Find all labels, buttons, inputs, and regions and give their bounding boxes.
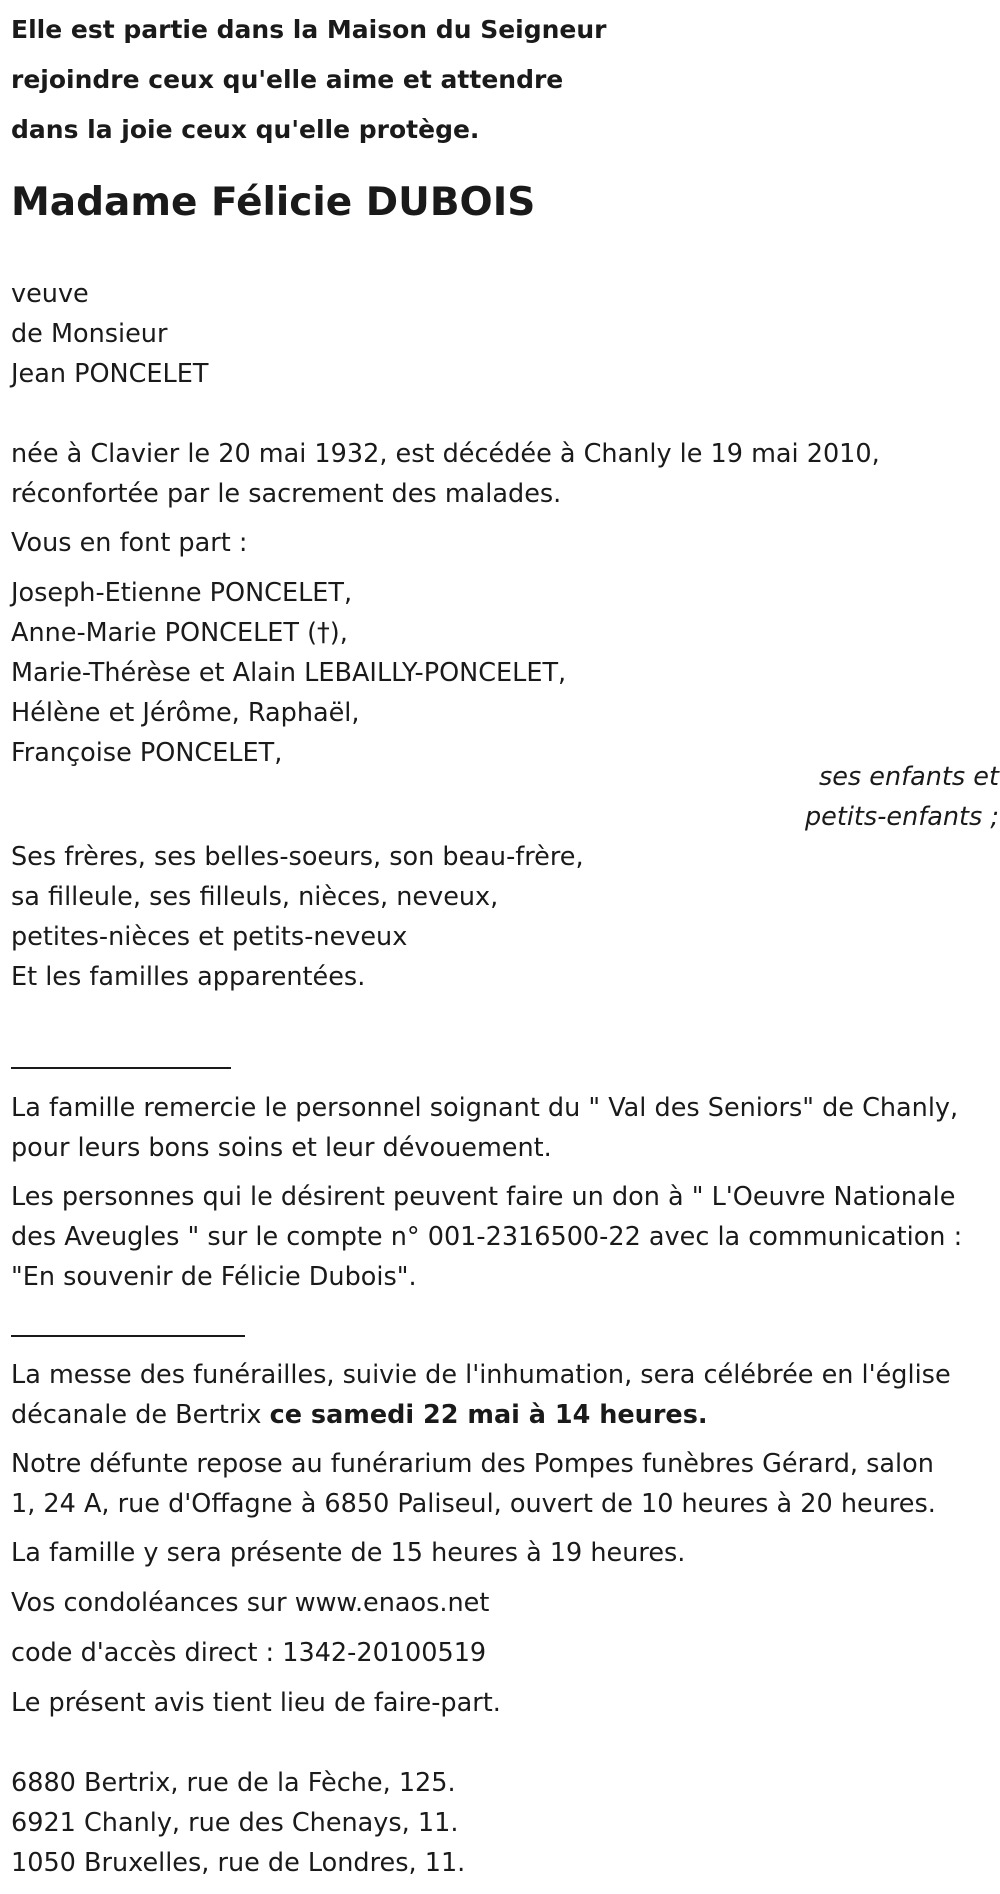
thanks-line: La famille remercie le personnel soignant du " Val des Seniors" de Chanly, [11,1093,959,1123]
child-entry: Joseph-Etienne PONCELET, [11,578,353,608]
address-line: 6880 Bertrix, rue de la Fèche, 125. [11,1768,456,1798]
separator-rule [11,1067,231,1069]
intro-line: rejoindre ceux qu'elle aime et attendre [11,65,564,94]
children-role-line: petits-enfants ; [804,802,999,832]
announce-text: Vous en font part : [11,528,248,558]
relatives-block [11,837,584,997]
relatives-line: Et les familles apparentées. [11,962,366,992]
intro-line: Elle est partie dans la Maison du Seigneur [11,15,607,44]
donation-line: "En souvenir de Félicie Dubois". [11,1262,417,1292]
children-role-line: ses enfants et [818,762,999,792]
funeral-block [11,1355,951,1435]
donation-line: des Aveugles " sur le compte n° 001-2316500-22 avec la communication : [11,1222,963,1252]
donation-line: Les personnes qui le désirent peuvent faire un don à " L'Oeuvre Nationale [11,1182,956,1212]
spouse-block [11,274,208,394]
intro-line: dans la joie ceux qu'elle protège. [11,115,480,144]
relatives-line: sa filleule, ses filleuls, nièces, neveux, [11,882,499,912]
relatives-line: Ses frères, ses belles-soeurs, son beau-frère, [11,842,584,872]
rest-line: Notre défunte repose au funérarium des Pompes funèbres Gérard, salon [11,1449,934,1479]
thanks-block [11,1088,958,1168]
family-present-text: La famille y sera présente de 15 heures à 19 heures. [11,1538,686,1568]
relatives-line: petites-nièces et petits-neveux [11,922,408,952]
rest-line: 1, 24 A, rue d'Offagne à 6850 Paliseul, ouvert de 10 heures à 20 heures. [11,1489,936,1519]
birth-death-line: née à Clavier le 20 mai 1932, est décédée à Chanly le 19 mai 2010, [11,439,880,469]
deceased-name: Madame Félicie DUBOIS [11,180,536,225]
spouse-line: veuve [11,279,89,309]
thanks-line: pour leurs bons soins et leur dévouement. [11,1133,552,1163]
access-code-text: code d'accès direct : 1342-20100519 [11,1638,487,1668]
funeral-date: ce samedi 22 mai à 14 heures. [269,1400,708,1430]
address-line: 1050 Bruxelles, rue de Londres, 11. [11,1848,466,1878]
child-entry: Anne-Marie PONCELET (†), [11,618,348,648]
separator-rule [11,1335,245,1337]
children-list [11,573,566,773]
intro-verse [11,5,607,155]
condolences-text: Vos condoléances sur www.enaos.net [11,1588,490,1618]
child-entry: Françoise PONCELET, [11,738,283,768]
address-line: 6921 Chanly, rue des Chenays, 11. [11,1808,459,1838]
addresses-block [11,1763,465,1883]
child-entry: Marie-Thérèse et Alain LEBAILLY-PONCELET, [11,658,567,688]
spouse-line: Jean PONCELET [11,359,209,389]
notice-text: Le présent avis tient lieu de faire-part. [11,1688,501,1718]
birth-death-line: réconfortée par le sacrement des malades. [11,479,562,509]
birth-death-block [11,434,880,514]
funeral-place: décanale de Bertrix [11,1400,270,1430]
spouse-line: de Monsieur [11,319,168,349]
children-role [805,757,999,837]
funeral-line [11,1395,951,1435]
donation-block [11,1177,962,1297]
child-entry: Hélène et Jérôme, Raphaël, [11,698,360,728]
funeral-line: La messe des funérailles, suivie de l'inhumation, sera célébrée en l'église [11,1360,951,1390]
rest-block [11,1444,936,1524]
